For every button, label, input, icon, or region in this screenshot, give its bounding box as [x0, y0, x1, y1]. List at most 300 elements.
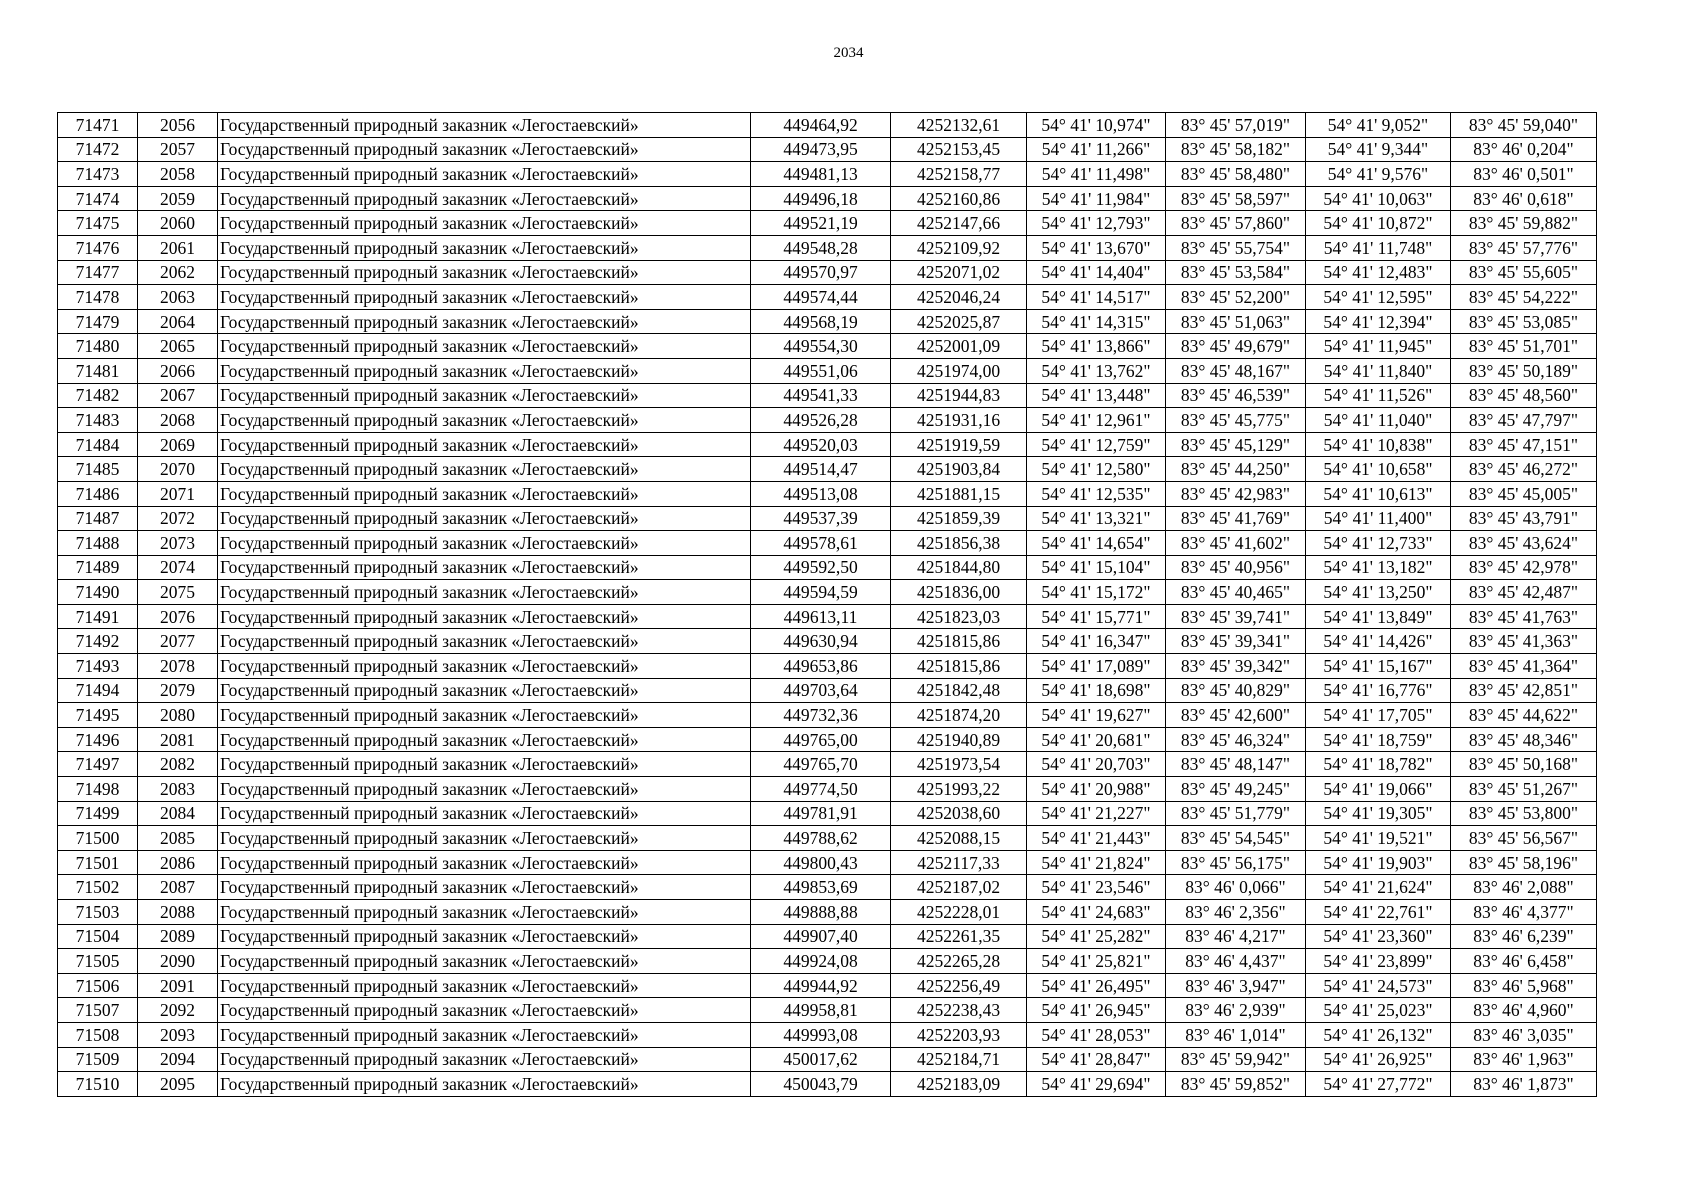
cell-coord-x: 449924,08	[751, 949, 891, 974]
cell-latitude-2: 54° 41' 10,613"	[1306, 481, 1451, 506]
cell-territory-name: Государственный природный заказник «Легостаевский»	[218, 457, 751, 482]
cell-row-number: 71490	[58, 580, 138, 605]
cell-longitude-1: 83° 45' 45,129"	[1166, 432, 1306, 457]
table-row	[58, 432, 1597, 457]
cell-territory-name: Государственный природный заказник «Легостаевский»	[218, 186, 751, 211]
cell-latitude-1: 54° 41' 13,448"	[1027, 383, 1166, 408]
cell-row-number: 71500	[58, 826, 138, 851]
cell-territory-name: Государственный природный заказник «Легостаевский»	[218, 432, 751, 457]
cell-latitude-1: 54° 41' 11,984"	[1027, 186, 1166, 211]
cell-latitude-1: 54° 41' 21,824"	[1027, 850, 1166, 875]
cell-coord-x: 449520,03	[751, 432, 891, 457]
cell-longitude-1: 83° 45' 45,775"	[1166, 408, 1306, 433]
cell-coord-x: 449592,50	[751, 555, 891, 580]
cell-longitude-1: 83° 45' 51,063"	[1166, 309, 1306, 334]
cell-territory-name: Государственный природный заказник «Легостаевский»	[218, 924, 751, 949]
cell-longitude-1: 83° 46' 1,014"	[1166, 1022, 1306, 1047]
table-row	[58, 211, 1597, 236]
cell-coord-y: 4252109,92	[891, 235, 1027, 260]
cell-longitude-1: 83° 45' 39,342"	[1166, 654, 1306, 679]
cell-row-number: 71475	[58, 211, 138, 236]
cell-point-number: 2060	[138, 211, 218, 236]
cell-latitude-2: 54° 41' 13,250"	[1306, 580, 1451, 605]
cell-longitude-1: 83° 45' 53,584"	[1166, 260, 1306, 285]
cell-latitude-2: 54° 41' 13,182"	[1306, 555, 1451, 580]
cell-longitude-1: 83° 45' 55,754"	[1166, 235, 1306, 260]
table-row	[58, 260, 1597, 285]
cell-longitude-1: 83° 45' 46,324"	[1166, 727, 1306, 752]
cell-row-number: 71489	[58, 555, 138, 580]
cell-point-number: 2068	[138, 408, 218, 433]
cell-longitude-1: 83° 45' 49,245"	[1166, 777, 1306, 802]
cell-longitude-2: 83° 45' 42,978"	[1451, 555, 1597, 580]
cell-longitude-2: 83° 45' 50,168"	[1451, 752, 1597, 777]
cell-latitude-2: 54° 41' 10,658"	[1306, 457, 1451, 482]
cell-coord-x: 449853,69	[751, 875, 891, 900]
cell-point-number: 2089	[138, 924, 218, 949]
cell-coord-x: 449765,00	[751, 727, 891, 752]
cell-longitude-2: 83° 45' 54,222"	[1451, 285, 1597, 310]
cell-point-number: 2080	[138, 703, 218, 728]
cell-coord-x: 449594,59	[751, 580, 891, 605]
cell-row-number: 71482	[58, 383, 138, 408]
cell-latitude-1: 54° 41' 14,315"	[1027, 309, 1166, 334]
cell-longitude-1: 83° 45' 46,539"	[1166, 383, 1306, 408]
cell-latitude-2: 54° 41' 11,526"	[1306, 383, 1451, 408]
table-row	[58, 924, 1597, 949]
cell-row-number: 71484	[58, 432, 138, 457]
cell-latitude-1: 54° 41' 12,961"	[1027, 408, 1166, 433]
cell-point-number: 2081	[138, 727, 218, 752]
cell-coord-x: 449993,08	[751, 1022, 891, 1047]
cell-coord-y: 4251940,89	[891, 727, 1027, 752]
cell-latitude-1: 54° 41' 25,282"	[1027, 924, 1166, 949]
cell-coord-x: 449496,18	[751, 186, 891, 211]
cell-longitude-2: 83° 46' 0,618"	[1451, 186, 1597, 211]
cell-territory-name: Государственный природный заказник «Легостаевский»	[218, 506, 751, 531]
cell-coord-y: 4252203,93	[891, 1022, 1027, 1047]
cell-coord-y: 4252001,09	[891, 334, 1027, 359]
cell-coord-x: 449513,08	[751, 481, 891, 506]
cell-latitude-2: 54° 41' 18,782"	[1306, 752, 1451, 777]
cell-latitude-2: 54° 41' 21,624"	[1306, 875, 1451, 900]
table-row	[58, 777, 1597, 802]
cell-territory-name: Государственный природный заказник «Легостаевский»	[218, 629, 751, 654]
cell-coord-y: 4251919,59	[891, 432, 1027, 457]
table-row	[58, 752, 1597, 777]
cell-row-number: 71499	[58, 801, 138, 826]
cell-territory-name: Государственный природный заказник «Легостаевский»	[218, 358, 751, 383]
cell-longitude-1: 83° 45' 58,182"	[1166, 137, 1306, 162]
cell-row-number: 71494	[58, 678, 138, 703]
cell-coord-x: 449732,36	[751, 703, 891, 728]
cell-latitude-1: 54° 41' 15,172"	[1027, 580, 1166, 605]
cell-coord-x: 449703,64	[751, 678, 891, 703]
cell-latitude-1: 54° 41' 21,227"	[1027, 801, 1166, 826]
cell-territory-name: Государственный природный заказник «Легостаевский»	[218, 703, 751, 728]
table-row	[58, 309, 1597, 334]
cell-coord-y: 4252147,66	[891, 211, 1027, 236]
cell-latitude-2: 54° 41' 22,761"	[1306, 900, 1451, 925]
cell-latitude-2: 54° 41' 19,521"	[1306, 826, 1451, 851]
cell-point-number: 2076	[138, 604, 218, 629]
cell-row-number: 71485	[58, 457, 138, 482]
cell-coord-x: 450043,79	[751, 1072, 891, 1097]
cell-longitude-1: 83° 46' 4,217"	[1166, 924, 1306, 949]
cell-territory-name: Государственный природный заказник «Легостаевский»	[218, 826, 751, 851]
cell-coord-y: 4252132,61	[891, 113, 1027, 138]
cell-coord-x: 449944,92	[751, 973, 891, 998]
table-row	[58, 973, 1597, 998]
table-row	[58, 408, 1597, 433]
cell-longitude-2: 83° 46' 4,960"	[1451, 998, 1597, 1023]
cell-point-number: 2093	[138, 1022, 218, 1047]
cell-coord-y: 4252238,43	[891, 998, 1027, 1023]
cell-latitude-2: 54° 41' 9,576"	[1306, 162, 1451, 187]
cell-territory-name: Государственный природный заказник «Легостаевский»	[218, 604, 751, 629]
cell-point-number: 2095	[138, 1072, 218, 1097]
cell-latitude-1: 54° 41' 28,053"	[1027, 1022, 1166, 1047]
cell-row-number: 71501	[58, 850, 138, 875]
cell-coord-y: 4251859,39	[891, 506, 1027, 531]
cell-latitude-2: 54° 41' 13,849"	[1306, 604, 1451, 629]
cell-longitude-1: 83° 45' 41,602"	[1166, 531, 1306, 556]
table-row	[58, 235, 1597, 260]
cell-coord-y: 4251842,48	[891, 678, 1027, 703]
cell-point-number: 2077	[138, 629, 218, 654]
table-row	[58, 285, 1597, 310]
cell-coord-x: 449514,47	[751, 457, 891, 482]
cell-territory-name: Государственный природный заказник «Легостаевский»	[218, 481, 751, 506]
cell-territory-name: Государственный природный заказник «Легостаевский»	[218, 777, 751, 802]
cell-longitude-1: 83° 45' 40,829"	[1166, 678, 1306, 703]
table-row	[58, 481, 1597, 506]
cell-point-number: 2090	[138, 949, 218, 974]
cell-longitude-1: 83° 45' 39,341"	[1166, 629, 1306, 654]
cell-coord-x: 449788,62	[751, 826, 891, 851]
cell-latitude-2: 54° 41' 10,872"	[1306, 211, 1451, 236]
cell-point-number: 2061	[138, 235, 218, 260]
cell-point-number: 2086	[138, 850, 218, 875]
cell-coord-y: 4251836,00	[891, 580, 1027, 605]
cell-longitude-1: 83° 45' 57,019"	[1166, 113, 1306, 138]
cell-point-number: 2073	[138, 531, 218, 556]
cell-longitude-1: 83° 45' 39,741"	[1166, 604, 1306, 629]
cell-latitude-1: 54° 41' 17,089"	[1027, 654, 1166, 679]
cell-coord-x: 449653,86	[751, 654, 891, 679]
cell-coord-y: 4252187,02	[891, 875, 1027, 900]
cell-longitude-1: 83° 45' 51,779"	[1166, 801, 1306, 826]
cell-row-number: 71478	[58, 285, 138, 310]
cell-latitude-2: 54° 41' 12,733"	[1306, 531, 1451, 556]
cell-coord-x: 449765,70	[751, 752, 891, 777]
cell-coord-y: 4252184,71	[891, 1047, 1027, 1072]
cell-longitude-2: 83° 46' 5,968"	[1451, 973, 1597, 998]
cell-longitude-1: 83° 46' 3,947"	[1166, 973, 1306, 998]
cell-latitude-1: 54° 41' 12,793"	[1027, 211, 1166, 236]
cell-point-number: 2057	[138, 137, 218, 162]
cell-row-number: 71498	[58, 777, 138, 802]
cell-coord-x: 449570,97	[751, 260, 891, 285]
cell-longitude-2: 83° 45' 42,851"	[1451, 678, 1597, 703]
cell-latitude-1: 54° 41' 12,535"	[1027, 481, 1166, 506]
cell-row-number: 71480	[58, 334, 138, 359]
cell-longitude-2: 83° 45' 46,272"	[1451, 457, 1597, 482]
cell-latitude-2: 54° 41' 9,344"	[1306, 137, 1451, 162]
cell-point-number: 2059	[138, 186, 218, 211]
cell-point-number: 2094	[138, 1047, 218, 1072]
cell-longitude-2: 83° 46' 6,239"	[1451, 924, 1597, 949]
cell-latitude-1: 54° 41' 29,694"	[1027, 1072, 1166, 1097]
table-row	[58, 678, 1597, 703]
cell-latitude-2: 54° 41' 11,748"	[1306, 235, 1451, 260]
cell-territory-name: Государственный природный заказник «Легостаевский»	[218, 949, 751, 974]
cell-latitude-2: 54° 41' 11,040"	[1306, 408, 1451, 433]
cell-latitude-1: 54° 41' 28,847"	[1027, 1047, 1166, 1072]
cell-latitude-1: 54° 41' 23,546"	[1027, 875, 1166, 900]
table-row	[58, 162, 1597, 187]
table-row	[58, 334, 1597, 359]
cell-latitude-2: 54° 41' 9,052"	[1306, 113, 1451, 138]
cell-row-number: 71497	[58, 752, 138, 777]
cell-territory-name: Государственный природный заказник «Легостаевский»	[218, 900, 751, 925]
cell-territory-name: Государственный природный заказник «Легостаевский»	[218, 998, 751, 1023]
cell-latitude-2: 54° 41' 17,705"	[1306, 703, 1451, 728]
cell-latitude-2: 54° 41' 19,903"	[1306, 850, 1451, 875]
cell-coord-y: 4252183,09	[891, 1072, 1027, 1097]
cell-point-number: 2063	[138, 285, 218, 310]
table-row	[58, 1072, 1597, 1097]
cell-latitude-2: 54° 41' 27,772"	[1306, 1072, 1451, 1097]
cell-territory-name: Государственный природный заказник «Легостаевский»	[218, 752, 751, 777]
cell-latitude-2: 54° 41' 23,899"	[1306, 949, 1451, 974]
table-row	[58, 457, 1597, 482]
cell-coord-y: 4252158,77	[891, 162, 1027, 187]
cell-longitude-2: 83° 45' 45,005"	[1451, 481, 1597, 506]
cell-latitude-2: 54° 41' 26,132"	[1306, 1022, 1451, 1047]
cell-coord-y: 4252088,15	[891, 826, 1027, 851]
cell-longitude-2: 83° 46' 2,088"	[1451, 875, 1597, 900]
table-row	[58, 900, 1597, 925]
cell-coord-x: 449578,61	[751, 531, 891, 556]
cell-latitude-1: 54° 41' 25,821"	[1027, 949, 1166, 974]
cell-coord-x: 449554,30	[751, 334, 891, 359]
cell-latitude-1: 54° 41' 14,404"	[1027, 260, 1166, 285]
cell-latitude-1: 54° 41' 14,654"	[1027, 531, 1166, 556]
cell-latitude-2: 54° 41' 12,595"	[1306, 285, 1451, 310]
cell-latitude-2: 54° 41' 12,394"	[1306, 309, 1451, 334]
cell-row-number: 71502	[58, 875, 138, 900]
cell-territory-name: Государственный природный заказник «Легостаевский»	[218, 654, 751, 679]
cell-coord-x: 449568,19	[751, 309, 891, 334]
table-row	[58, 1047, 1597, 1072]
cell-point-number: 2088	[138, 900, 218, 925]
cell-longitude-1: 83° 45' 41,769"	[1166, 506, 1306, 531]
table-row	[58, 875, 1597, 900]
table-row	[58, 531, 1597, 556]
cell-latitude-1: 54° 41' 12,759"	[1027, 432, 1166, 457]
cell-longitude-1: 83° 46' 2,939"	[1166, 998, 1306, 1023]
cell-latitude-1: 54° 41' 26,495"	[1027, 973, 1166, 998]
cell-point-number: 2062	[138, 260, 218, 285]
cell-latitude-2: 54° 41' 16,776"	[1306, 678, 1451, 703]
cell-row-number: 71503	[58, 900, 138, 925]
cell-coord-y: 4251844,80	[891, 555, 1027, 580]
cell-longitude-2: 83° 46' 0,501"	[1451, 162, 1597, 187]
cell-longitude-2: 83° 45' 57,776"	[1451, 235, 1597, 260]
cell-latitude-1: 54° 41' 13,866"	[1027, 334, 1166, 359]
cell-point-number: 2075	[138, 580, 218, 605]
cell-longitude-1: 83° 45' 48,167"	[1166, 358, 1306, 383]
table-row	[58, 949, 1597, 974]
cell-row-number: 71504	[58, 924, 138, 949]
coordinates-table	[57, 112, 1597, 1097]
cell-longitude-2: 83° 45' 41,363"	[1451, 629, 1597, 654]
cell-longitude-1: 83° 45' 54,545"	[1166, 826, 1306, 851]
cell-coord-y: 4251903,84	[891, 457, 1027, 482]
cell-territory-name: Государственный природный заказник «Легостаевский»	[218, 162, 751, 187]
cell-territory-name: Государственный природный заказник «Легостаевский»	[218, 137, 751, 162]
cell-row-number: 71488	[58, 531, 138, 556]
table-row	[58, 850, 1597, 875]
cell-longitude-1: 83° 46' 2,356"	[1166, 900, 1306, 925]
cell-coord-x: 449907,40	[751, 924, 891, 949]
cell-latitude-2: 54° 41' 11,945"	[1306, 334, 1451, 359]
cell-latitude-1: 54° 41' 11,266"	[1027, 137, 1166, 162]
cell-coord-y: 4251931,16	[891, 408, 1027, 433]
cell-row-number: 71505	[58, 949, 138, 974]
cell-longitude-1: 83° 45' 52,200"	[1166, 285, 1306, 310]
cell-longitude-2: 83° 45' 51,701"	[1451, 334, 1597, 359]
cell-longitude-2: 83° 45' 53,085"	[1451, 309, 1597, 334]
cell-coord-x: 449958,81	[751, 998, 891, 1023]
table-row	[58, 629, 1597, 654]
cell-territory-name: Государственный природный заказник «Легостаевский»	[218, 801, 751, 826]
cell-longitude-2: 83° 45' 50,189"	[1451, 358, 1597, 383]
table-row	[58, 186, 1597, 211]
cell-row-number: 71486	[58, 481, 138, 506]
cell-latitude-1: 54° 41' 13,762"	[1027, 358, 1166, 383]
cell-coord-x: 449537,39	[751, 506, 891, 531]
cell-territory-name: Государственный природный заказник «Легостаевский»	[218, 309, 751, 334]
cell-coord-y: 4252025,87	[891, 309, 1027, 334]
cell-coord-x: 449551,06	[751, 358, 891, 383]
cell-point-number: 2082	[138, 752, 218, 777]
cell-row-number: 71493	[58, 654, 138, 679]
table-body	[58, 113, 1597, 1097]
cell-point-number: 2070	[138, 457, 218, 482]
cell-longitude-2: 83° 46' 1,873"	[1451, 1072, 1597, 1097]
cell-row-number: 71510	[58, 1072, 138, 1097]
cell-longitude-2: 83° 45' 55,605"	[1451, 260, 1597, 285]
cell-longitude-1: 83° 45' 48,147"	[1166, 752, 1306, 777]
cell-longitude-2: 83° 45' 43,791"	[1451, 506, 1597, 531]
cell-latitude-1: 54° 41' 20,703"	[1027, 752, 1166, 777]
cell-territory-name: Государственный природный заказник «Легостаевский»	[218, 555, 751, 580]
cell-coord-y: 4251815,86	[891, 629, 1027, 654]
cell-coord-x: 449774,50	[751, 777, 891, 802]
table-row	[58, 703, 1597, 728]
cell-point-number: 2085	[138, 826, 218, 851]
cell-latitude-2: 54° 41' 10,063"	[1306, 186, 1451, 211]
cell-coord-y: 4252153,45	[891, 137, 1027, 162]
cell-longitude-2: 83° 46' 4,377"	[1451, 900, 1597, 925]
cell-latitude-1: 54° 41' 26,945"	[1027, 998, 1166, 1023]
cell-territory-name: Государственный природный заказник «Легостаевский»	[218, 727, 751, 752]
cell-longitude-1: 83° 46' 0,066"	[1166, 875, 1306, 900]
cell-territory-name: Государственный природный заказник «Легостаевский»	[218, 678, 751, 703]
cell-row-number: 71491	[58, 604, 138, 629]
cell-territory-name: Государственный природный заказник «Легостаевский»	[218, 1022, 751, 1047]
cell-row-number: 71473	[58, 162, 138, 187]
cell-coord-x: 449781,91	[751, 801, 891, 826]
cell-latitude-2: 54° 41' 24,573"	[1306, 973, 1451, 998]
cell-longitude-2: 83° 46' 0,204"	[1451, 137, 1597, 162]
cell-coord-x: 449541,33	[751, 383, 891, 408]
cell-row-number: 71477	[58, 260, 138, 285]
cell-longitude-1: 83° 45' 49,679"	[1166, 334, 1306, 359]
cell-point-number: 2065	[138, 334, 218, 359]
cell-longitude-1: 83° 45' 56,175"	[1166, 850, 1306, 875]
cell-row-number: 71496	[58, 727, 138, 752]
cell-longitude-2: 83° 45' 53,800"	[1451, 801, 1597, 826]
cell-latitude-1: 54° 41' 16,347"	[1027, 629, 1166, 654]
cell-latitude-1: 54° 41' 10,974"	[1027, 113, 1166, 138]
cell-territory-name: Государственный природный заказник «Легостаевский»	[218, 875, 751, 900]
cell-longitude-2: 83° 45' 42,487"	[1451, 580, 1597, 605]
cell-coord-x: 449548,28	[751, 235, 891, 260]
cell-latitude-1: 54° 41' 11,498"	[1027, 162, 1166, 187]
cell-coord-y: 4252038,60	[891, 801, 1027, 826]
cell-longitude-1: 83° 45' 58,597"	[1166, 186, 1306, 211]
cell-coord-x: 449630,94	[751, 629, 891, 654]
cell-row-number: 71509	[58, 1047, 138, 1072]
cell-point-number: 2074	[138, 555, 218, 580]
cell-point-number: 2092	[138, 998, 218, 1023]
cell-latitude-1: 54° 41' 24,683"	[1027, 900, 1166, 925]
cell-point-number: 2084	[138, 801, 218, 826]
cell-longitude-2: 83° 45' 44,622"	[1451, 703, 1597, 728]
cell-longitude-1: 83° 46' 4,437"	[1166, 949, 1306, 974]
cell-point-number: 2056	[138, 113, 218, 138]
cell-territory-name: Государственный природный заказник «Легостаевский»	[218, 973, 751, 998]
cell-territory-name: Государственный природный заказник «Легостаевский»	[218, 580, 751, 605]
cell-coord-y: 4252256,49	[891, 973, 1027, 998]
cell-latitude-2: 54° 41' 19,066"	[1306, 777, 1451, 802]
cell-longitude-1: 83° 45' 59,942"	[1166, 1047, 1306, 1072]
cell-coord-y: 4252071,02	[891, 260, 1027, 285]
cell-coord-y: 4252046,24	[891, 285, 1027, 310]
cell-latitude-2: 54° 41' 10,838"	[1306, 432, 1451, 457]
cell-latitude-1: 54° 41' 14,517"	[1027, 285, 1166, 310]
cell-point-number: 2091	[138, 973, 218, 998]
cell-coord-x: 449526,28	[751, 408, 891, 433]
table-row	[58, 580, 1597, 605]
table-row	[58, 654, 1597, 679]
cell-territory-name: Государственный природный заказник «Легостаевский»	[218, 383, 751, 408]
cell-longitude-1: 83° 45' 44,250"	[1166, 457, 1306, 482]
cell-longitude-2: 83° 46' 6,458"	[1451, 949, 1597, 974]
table-row	[58, 998, 1597, 1023]
cell-longitude-1: 83° 45' 42,983"	[1166, 481, 1306, 506]
cell-longitude-2: 83° 46' 3,035"	[1451, 1022, 1597, 1047]
cell-territory-name: Государственный природный заказник «Легостаевский»	[218, 531, 751, 556]
cell-longitude-1: 83° 45' 59,852"	[1166, 1072, 1306, 1097]
cell-latitude-2: 54° 41' 12,483"	[1306, 260, 1451, 285]
cell-row-number: 71487	[58, 506, 138, 531]
cell-row-number: 71479	[58, 309, 138, 334]
cell-latitude-2: 54° 41' 11,400"	[1306, 506, 1451, 531]
